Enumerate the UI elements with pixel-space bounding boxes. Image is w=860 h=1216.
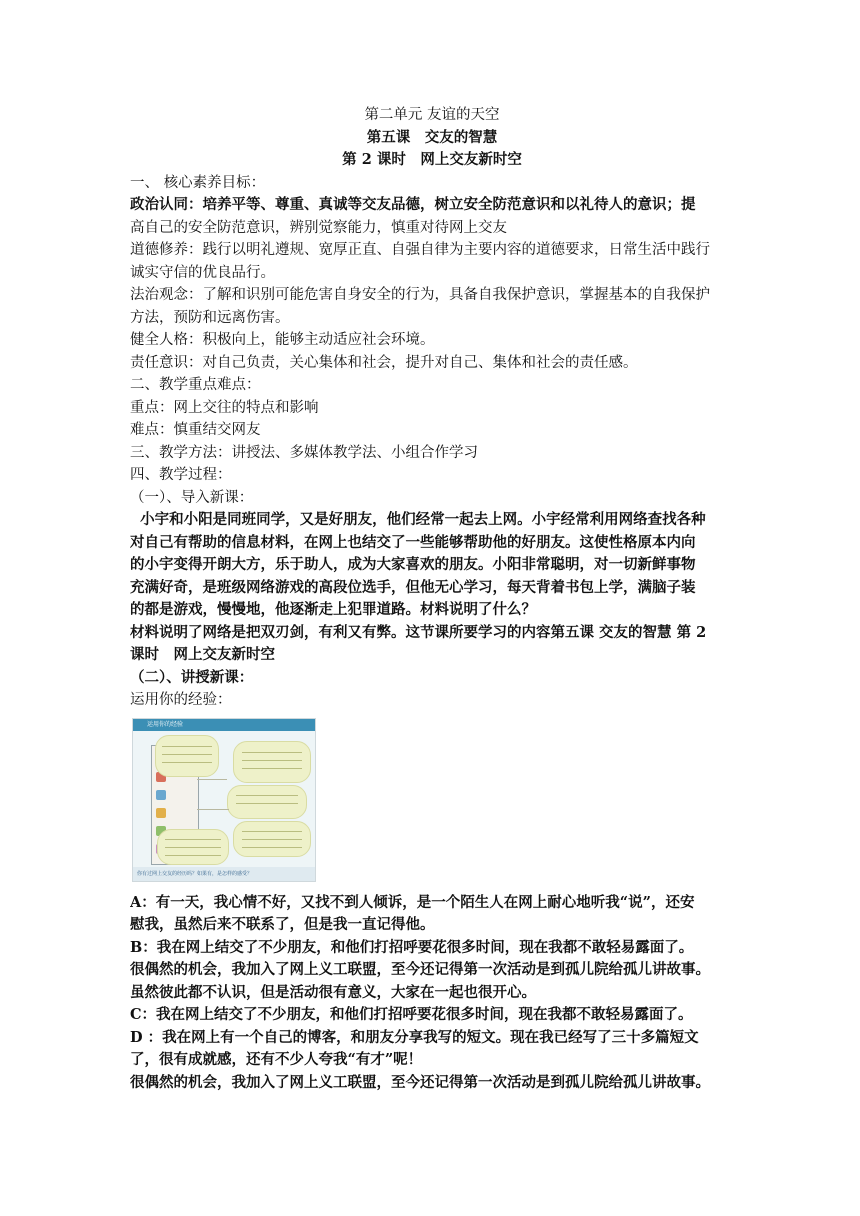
case-a-label: A <box>130 893 142 911</box>
intro-paragraph-line3: 的小宇变得开朗大方，乐于助人，成为大家喜欢的朋友。小阳非常聪明，对一切新鲜事物 <box>130 556 696 573</box>
case-b-label: B <box>130 938 143 956</box>
speech-bubble <box>233 821 311 857</box>
subheading-new-lesson: （二）、讲授新课： <box>130 668 254 686</box>
key-point: 重点：网上交往的特点和影响 <box>130 399 319 416</box>
lesson-title: 第五课 交友的智慧 <box>366 128 498 146</box>
connector-line <box>197 779 227 780</box>
case-a-line1 <box>130 892 734 915</box>
speech-bubble <box>233 741 311 783</box>
illustration-footer <box>133 867 315 881</box>
case-volunteer-repeat: 很偶然的机会，我加入了网上义工联盟，至今还记得第一次活动是到孤儿院给孤儿讲故事。 <box>130 1073 710 1091</box>
section-heading-process: 四、教学过程： <box>130 467 232 483</box>
case-c-line: C：我在网上结交了不少朋友，和他们打招呼要花很多时间，现在我都不敢轻易露面了。 <box>130 1006 693 1023</box>
case-volunteer-line1: 很偶然的机会，我加入了网上义工联盟，至今还记得第一次活动是到孤儿院给孤儿讲故事。 <box>130 961 710 978</box>
goal-political-line2: 高自己的安全防范意识，辨别觉察能力，慎重对待网上交友 <box>130 219 507 236</box>
case-b-line1 <box>130 937 734 960</box>
goal-moral-line1: 道德修养：践行以明礼遵规、宽厚正直、自强自律为主要内容的道德要求，日常生活中践行 <box>130 242 710 258</box>
illustration-question: 你有过网上交友的经历吗？如果有，是怎样的感受？ <box>137 870 253 877</box>
period-title: 第 2 课时 网上交友新时空 <box>342 151 522 168</box>
document-page <box>130 104 734 1094</box>
goal-personality: 健全人格：积极向上，能够主动适应社会环境。 <box>130 332 435 348</box>
subheading-intro: （一）、导入新课： <box>130 489 254 506</box>
illustration-header-label: 运用你的经验 <box>147 720 184 728</box>
section-heading-goals: 一、 核心素养目标： <box>130 174 266 191</box>
intro-answer-line1: 材料说明了网络是把双刃剑，有利又有弊。这节课所要学习的内容第五课 交友的智慧 第 2 <box>130 623 707 641</box>
intro-paragraph-line1: 小宇和小阳是同班同学，又是好朋友，他们经常一起去上网。小宇经常利用网络查找各种 <box>130 511 706 528</box>
speech-bubble <box>227 785 307 819</box>
experience-label: 运用你的经验： <box>130 692 232 708</box>
connector-line <box>197 809 229 810</box>
intro-answer-line2: 课时 网上交友新时空 <box>130 646 275 663</box>
intro-paragraph-line4: 充满好奇，是班级网络游戏的高段位选手，但他无心学习，每天背着书包上学，满脑子装 <box>130 578 696 596</box>
case-d-line2: 了，很有成就感，还有不少人夸我“有才”呢！ <box>130 1051 423 1068</box>
avatar-icon <box>156 790 166 800</box>
speech-bubble <box>157 829 229 865</box>
goal-responsibility: 责任意识：对自己负责，关心集体和社会，提升对自己、集体和社会的责任感。 <box>130 354 638 371</box>
case-volunteer-line2: 虽然彼此都不认识，但是活动很有意义，大家在一起也很开心。 <box>130 983 536 1001</box>
section-heading-methods: 三、教学方法：讲授法、多媒体教学法、小组合作学习 <box>130 444 478 461</box>
case-a-text: ：有一天，我心情不好，又找不到人倾诉，是一个陌生人在网上耐心地听我“说”，还安 <box>141 893 695 911</box>
case-d-line1: D ：我在网上有一个自己的博客，和朋友分享我写的短文。现在我已经写了三十多篇短文 <box>130 1028 699 1046</box>
goal-law-line1: 法治观念：了解和识别可能危害自身安全的行为，具备自我保护意识，掌握基本的自我保护 <box>130 287 710 303</box>
goal-law-line2: 方法，预防和远离伤害。 <box>130 309 290 326</box>
illustration-header-bar <box>133 719 315 731</box>
goal-political-line1: 政治认同：培养平等、尊重、真诚等交友品德，树立安全防范意识和以礼待人的意识；提 <box>130 196 696 213</box>
intro-paragraph-line2: 对自己有帮助的信息材料，在网上也结交了一些能够帮助他的好朋友。这使性格原本内向 <box>130 533 696 551</box>
case-a-line2: 慰我，虽然后来不联系了，但是我一直记得他。 <box>130 916 435 933</box>
textbook-illustration <box>132 718 316 882</box>
difficult-point: 难点：慎重结交网友 <box>130 422 261 438</box>
intro-paragraph-line5: 的都是游戏，慢慢地，他逐渐走上犯罪道路。材料说明了什么？ <box>130 601 536 618</box>
speech-bubble <box>155 735 219 777</box>
section-heading-key-points: 二、教学重点难点： <box>130 377 261 393</box>
avatar-icon <box>156 808 166 818</box>
case-b-text: ：我在网上结交了不少朋友，和他们打招呼要花很多时间，现在我都不敢轻易露面了。 <box>142 938 694 956</box>
goal-moral-line2: 诚实守信的优良品行。 <box>130 264 275 281</box>
unit-title: 第二单元 友谊的天空 <box>364 107 500 123</box>
